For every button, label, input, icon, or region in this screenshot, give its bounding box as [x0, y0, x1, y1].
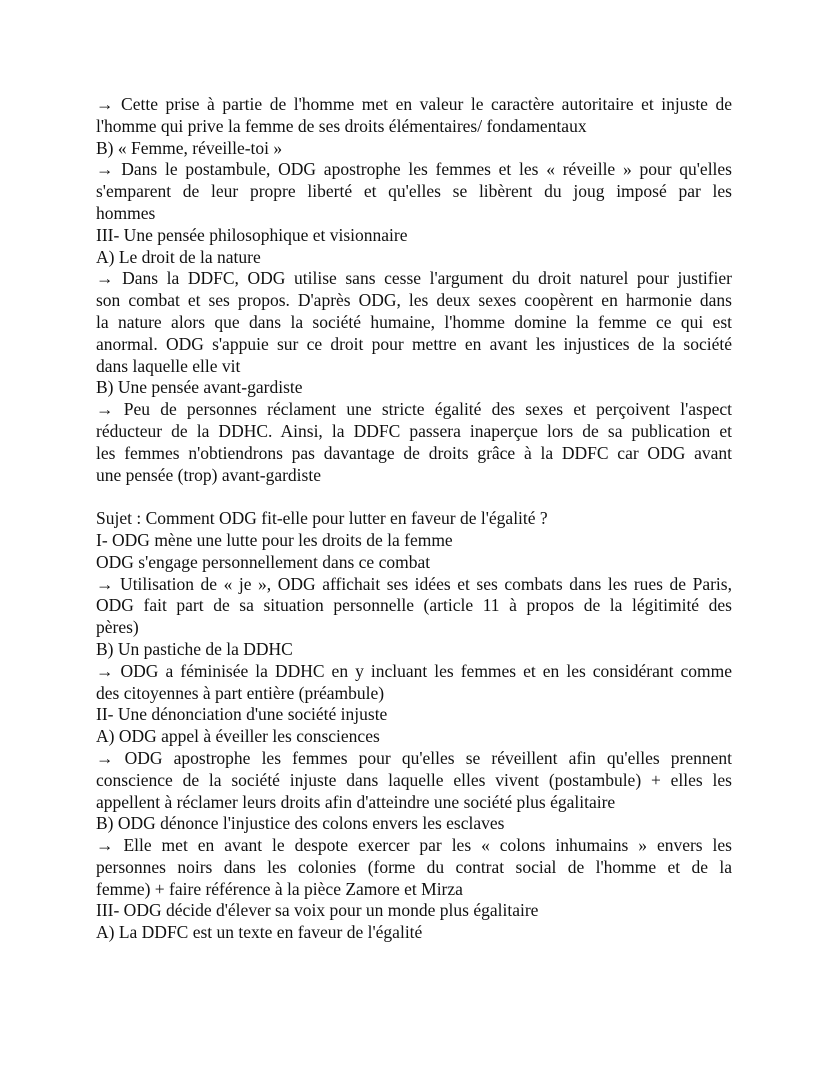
text-line: appellent à réclamer leurs droits afin d'atteindre une société plus égalitaire — [96, 791, 616, 812]
text-line: → Cette prise à partie de l'homme met en valeur le caractère autoritaire et injuste de — [96, 94, 732, 114]
text-line: → Elle met en avant le despote exercer par les « colons inhumains » envers les — [96, 835, 732, 856]
text-line: dans laquelle elle vit — [96, 355, 241, 376]
text-line: III- Une pensée philosophique et visionnaire — [96, 224, 408, 245]
text-line: ODG s'engage personnellement dans ce combat — [96, 551, 431, 572]
text-block-1 — [96, 94, 732, 486]
text-line: → Utilisation de « je », ODG affichait ses idées et ses combats dans les rues de Paris, — [96, 573, 732, 594]
text-line: A) La DDFC est un texte en faveur de l'égalité — [96, 922, 423, 943]
text-line: B) Un pastiche de la DDHC — [96, 638, 293, 659]
text-line: → Dans la DDFC, ODG utilise sans cesse l'argument du droit naturel pour justifier — [96, 268, 732, 289]
document-page — [96, 94, 732, 944]
text-line: B) ODG dénonce l'injustice des colons envers les esclaves — [96, 813, 505, 834]
text-line: pères) — [96, 617, 139, 638]
text-line: son combat et ses propos. D'après ODG, les deux sexes coopèrent en harmonie dans — [96, 290, 732, 311]
text-line: s'emparent de leur propre liberté et qu'elles se libèrent du joug imposé par les — [96, 181, 732, 202]
text-line: la nature alors que dans la société humaine, l'homme domine la femme ce qui est — [96, 311, 732, 332]
text-line: hommes — [96, 202, 156, 223]
text-line: conscience de la société injuste dans laquelle elles vivent (postambule) + elles les — [96, 769, 732, 790]
text-line: les femmes n'obtiendrons pas davantage de droits grâce à la DDFC car ODG avant — [96, 442, 732, 463]
text-line: femme) + faire référence à la pièce Zamore et Mirza — [96, 878, 463, 899]
paragraph-gap — [96, 486, 732, 508]
text-line: B) « Femme, réveille-toi » — [96, 137, 283, 158]
text-line: I- ODG mène une lutte pour les droits de la femme — [96, 529, 453, 550]
text-line: → Peu de personnes réclament une stricte égalité des sexes et perçoivent l'aspect — [96, 399, 732, 420]
text-line: réducteur de la DDHC. Ainsi, la DDFC passera inaperçue lors de sa publication et — [96, 420, 732, 441]
text-line: II- Une dénonciation d'une société injuste — [96, 704, 388, 725]
text-line: → Dans le postambule, ODG apostrophe les femmes et les « réveille » pour qu'elles — [96, 159, 732, 180]
text-line: A) Le droit de la nature — [96, 246, 261, 267]
text-line: B) Une pensée avant-gardiste — [96, 377, 303, 398]
text-line: ODG fait part de sa situation personnelle (article 11 à propos de la légitimité des — [96, 595, 732, 616]
text-line: III- ODG décide d'élever sa voix pour un monde plus égalitaire — [96, 900, 539, 921]
text-line: Sujet : Comment ODG fit-elle pour lutter en faveur de l'égalité ? — [96, 508, 548, 529]
text-line: l'homme qui prive la femme de ses droits élémentaires/ fondamentaux — [96, 115, 587, 136]
text-line: → ODG a féminisée la DDHC en y incluant les femmes et en les considérant comme — [96, 660, 732, 681]
text-block-2 — [96, 508, 732, 944]
text-line: personnes noirs dans les colonies (forme du contrat social de l'homme et de la — [96, 856, 732, 877]
text-line: A) ODG appel à éveiller les consciences — [96, 726, 380, 747]
text-line: → ODG apostrophe les femmes pour qu'elles se réveillent afin qu'elles prennent — [96, 747, 732, 768]
text-line: des citoyennes à part entière (préambule) — [96, 682, 385, 703]
text-line: une pensée (trop) avant-gardiste — [96, 464, 321, 485]
text-line: anormal. ODG s'appuie sur ce droit pour mettre en avant les injustices de la société — [96, 333, 732, 354]
